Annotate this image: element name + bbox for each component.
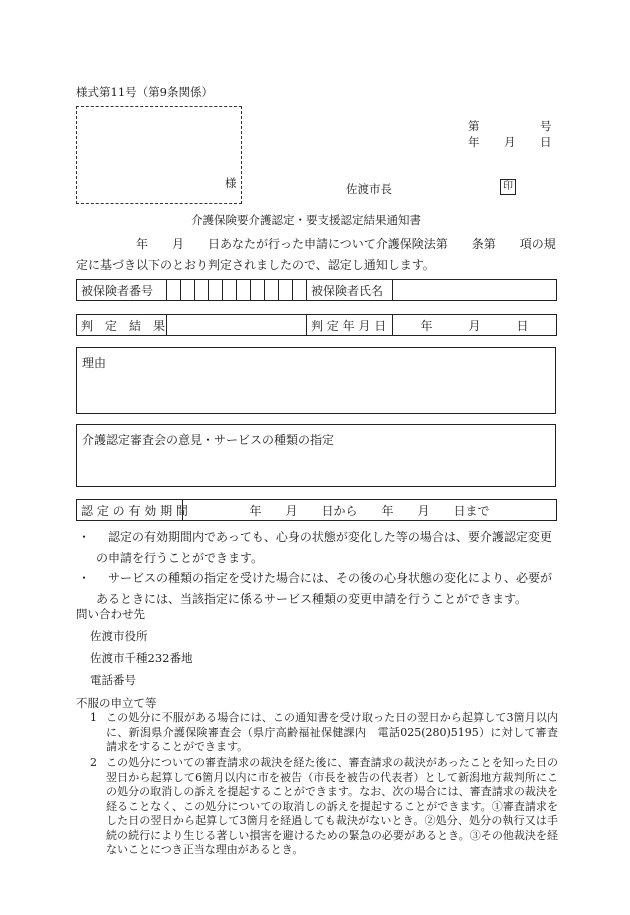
intro-line-1: 年 月 日あなたが行った申請について介護保険法第 条第 項の規 <box>136 237 556 251</box>
appeal-item-number: 1 <box>90 711 97 724</box>
appeal-item-text: この処分に不服がある場合には、この通知書を受け取った日の翌日から起算して3箇月以内に、新潟県介護保険審査会（県庁高齢福祉保健課内 電話025(280)5195）に対して審査請求をすることができます。 <box>106 711 558 753</box>
form-code: 様式第11号（第9条関係） <box>76 85 213 99</box>
appeal-heading: 不服の申立て等 <box>76 696 157 710</box>
date-month: 月 <box>504 135 516 149</box>
note-text: サービスの種類の指定を受けた場合には、その後の心身状態の変化により、必要があるときには、当該指定に係るサービス種類の変更申請を行うことができます。 <box>96 571 553 606</box>
appeal-item-text: この処分についての審査請求の裁決を経た後に、審査請求の裁決があったことを知った日の翌日から起算して6箇月以内に市を被告（市長を被告の代表者）として新潟地方裁判所にこの処分の取消しの訴えを提起することができます。なお、次の場合には、審査請求の裁決を経ることなく、この処分についての取消しの訴えを提起することができます。①審査請求をした日の翌日から起算して3箇月を経過しても裁決がないとき。②処分、処分の執行又は手続の続行により生じる著しい損害を避けるための緊急の必要があるとき。③その他裁決を経ないことにつき正当な理由があるとき。 <box>106 756 558 856</box>
insured-number-digit[interactable] <box>237 280 251 301</box>
result-table <box>76 314 557 336</box>
appeal-item <box>90 756 558 858</box>
contact-phone-label: 電話番号 <box>90 673 136 687</box>
insured-number-digit[interactable] <box>167 280 181 301</box>
insured-name-field[interactable] <box>393 280 557 301</box>
intro-text <box>76 234 556 276</box>
insured-number-digit[interactable] <box>251 280 265 301</box>
validity-table <box>76 499 557 521</box>
opinion-label: 介護認定審査会の意見・サービスの種類の指定 <box>82 433 335 447</box>
decision-date-field[interactable]: 年 月 日 <box>393 315 557 336</box>
reason-label: 理由 <box>82 356 107 370</box>
insured-number-digit[interactable] <box>195 280 209 301</box>
intro-line-2: 定に基づき以下のとおり判定されましたので、認定し通知します。 <box>76 258 435 272</box>
note-bullet: ・ <box>78 530 91 544</box>
reason-box[interactable] <box>76 347 556 414</box>
seal-mark: 印 <box>500 179 516 195</box>
insured-number-digit[interactable] <box>279 280 293 301</box>
insured-number-digit[interactable] <box>293 280 307 301</box>
appeal-item <box>90 711 558 755</box>
ref-go: 号 <box>540 119 552 133</box>
insured-number-digit[interactable] <box>265 280 279 301</box>
insured-number-digit[interactable] <box>209 280 223 301</box>
contact-heading: 問い合わせ先 <box>76 607 145 621</box>
recipient-suffix: 様 <box>225 176 237 190</box>
opinion-box[interactable] <box>76 424 556 487</box>
date-year: 年 <box>468 135 480 149</box>
issuer-name: 佐渡市長 <box>346 182 392 196</box>
result-field[interactable] <box>167 315 307 336</box>
result-label: 判 定 結 果 <box>77 315 167 336</box>
note-text: 認定の有効期間内であっても、心身の状態が変化した等の場合は、要介護認定変更の申請を行うことができます。 <box>96 530 552 565</box>
insured-number-digit[interactable] <box>181 280 195 301</box>
validity-label: 認 定 の 有 効 期 間 <box>77 500 183 521</box>
note-item <box>80 527 558 569</box>
appeal-item-number: 2 <box>90 756 97 769</box>
insured-name-label: 被保険者氏名 <box>307 280 393 301</box>
validity-field[interactable]: 年 月 日から 年 月 日まで <box>183 500 557 521</box>
insured-table <box>76 279 557 301</box>
note-bullet: ・ <box>78 571 91 585</box>
decision-date-label: 判 定 年 月 日 <box>307 315 393 336</box>
recipient-address-box <box>76 106 242 204</box>
insured-number-label: 被保険者番号 <box>77 280 167 301</box>
contact-office: 佐渡市役所 <box>90 629 148 643</box>
insured-number-digit[interactable] <box>223 280 237 301</box>
ref-dai: 第 <box>468 119 480 133</box>
date-day: 日 <box>540 135 552 149</box>
note-item <box>80 568 558 610</box>
contact-address: 佐渡市千種232番地 <box>90 651 193 665</box>
document-title: 介護保険要介護認定・要支援認定結果通知書 <box>191 213 421 227</box>
